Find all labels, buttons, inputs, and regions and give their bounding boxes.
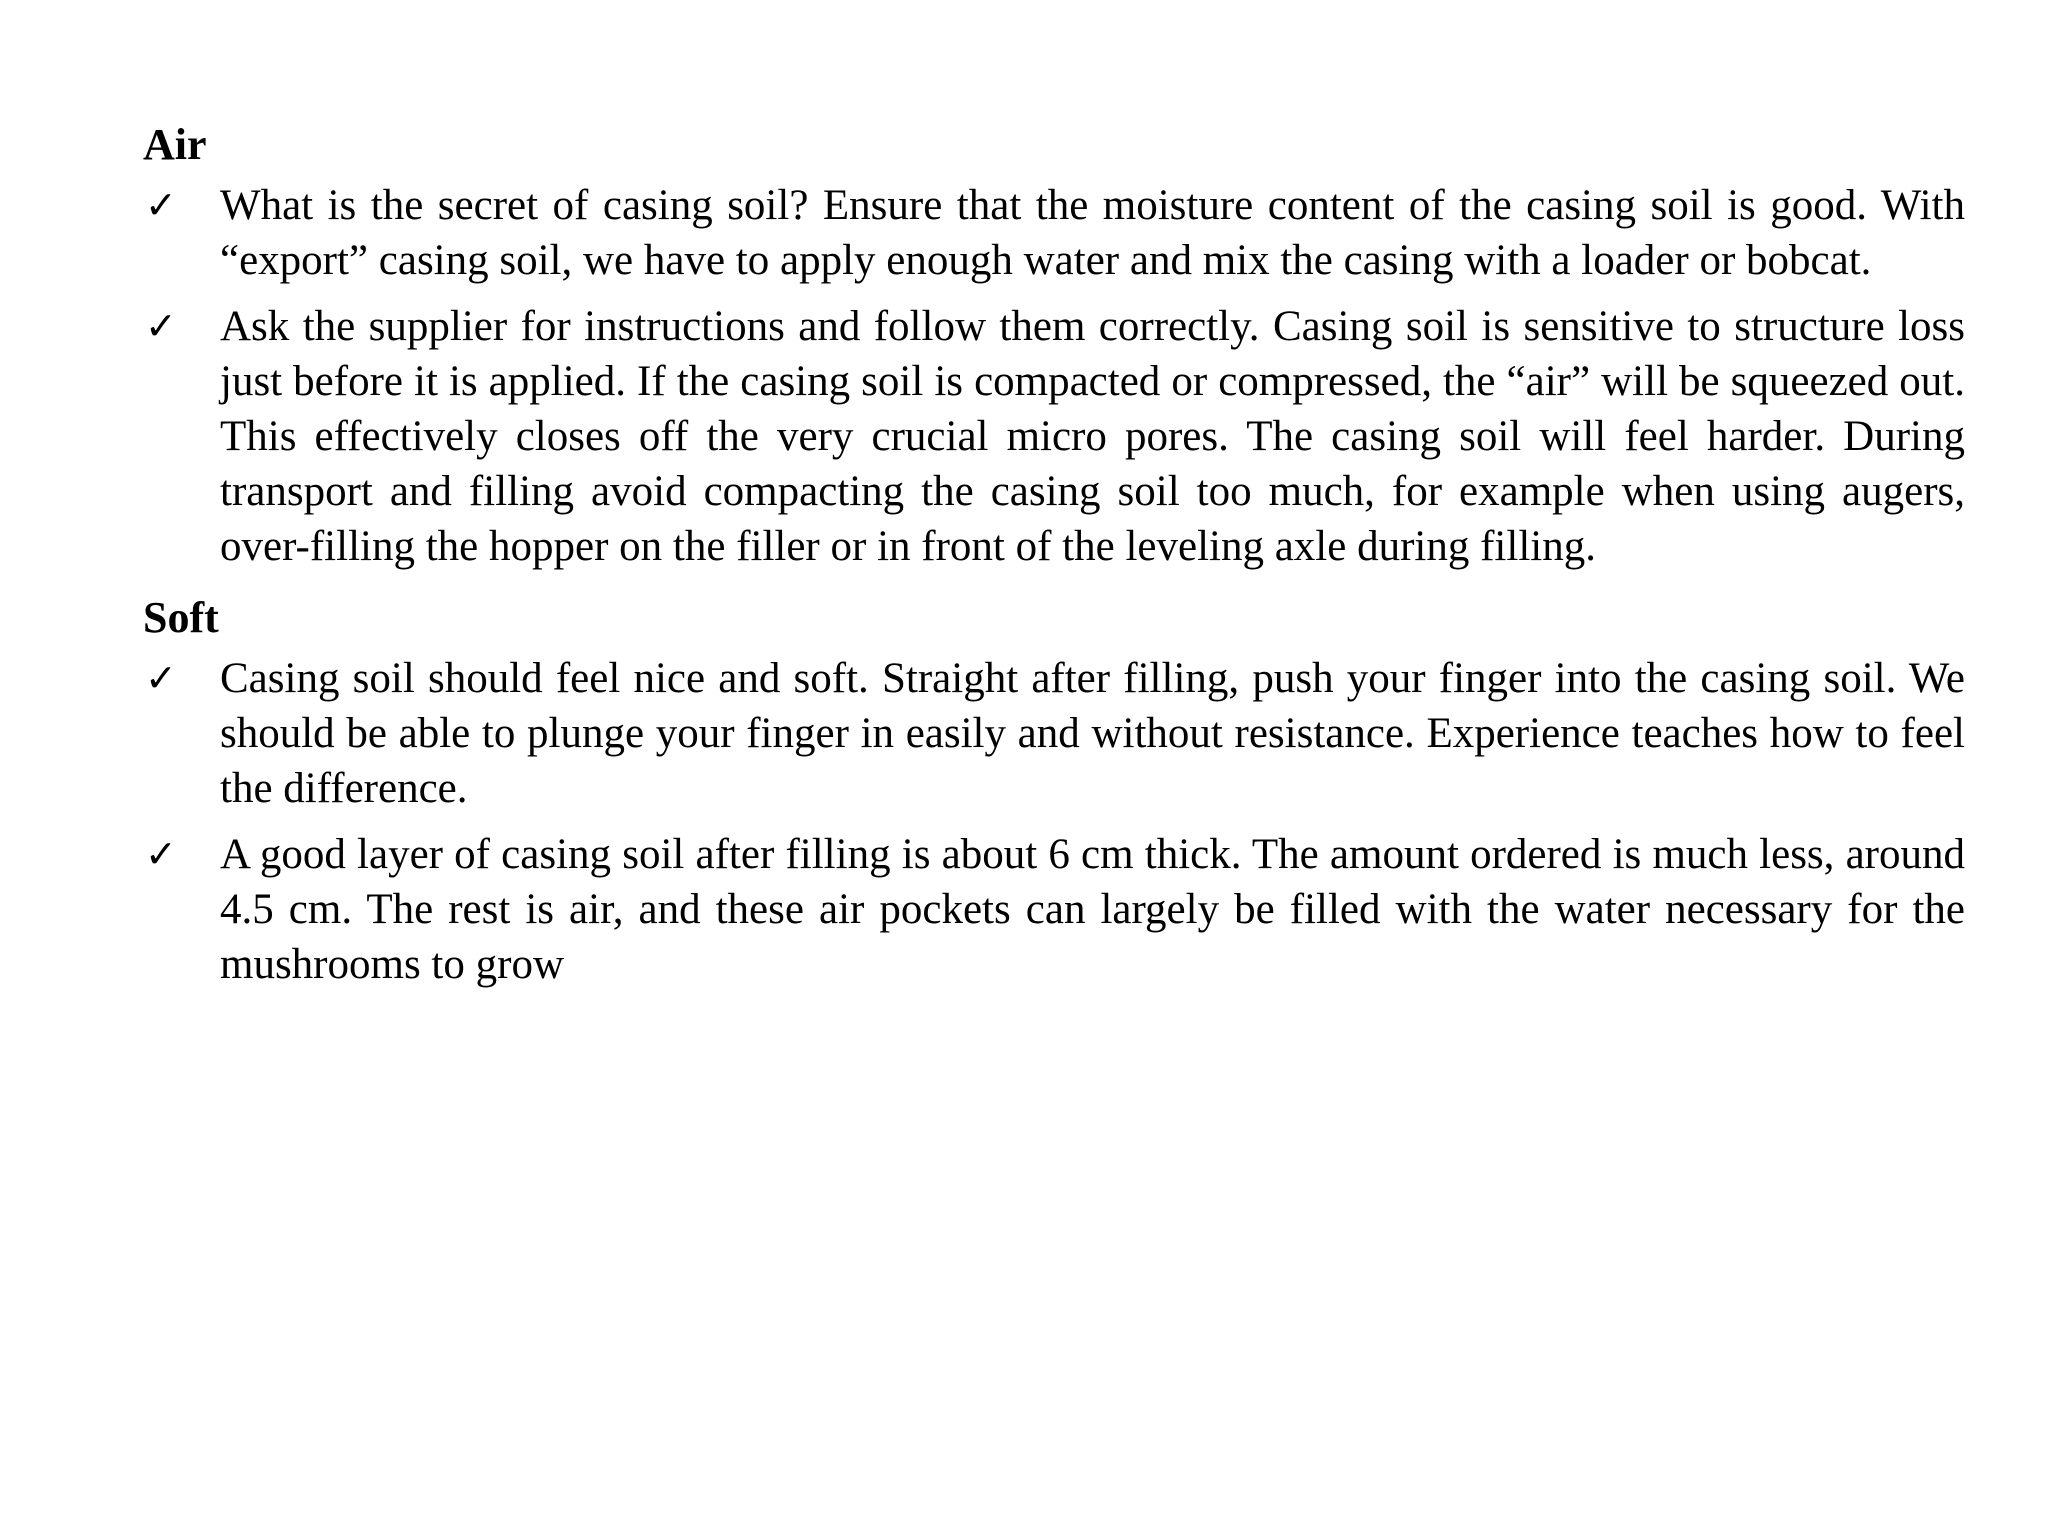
bullet-list-air (143, 178, 1965, 574)
check-icon: ✓ (145, 656, 177, 700)
bullet-list-soft (143, 651, 1965, 992)
section-heading-soft: Soft (143, 593, 219, 642)
list-item (143, 827, 1965, 992)
list-item (143, 651, 1965, 816)
bullet-text: A good layer of casing soil after filling is about 6 cm thick. The amount ordered is much less, around 4.5 cm. The rest is air, and these air pockets can largely be filled with the water necessary for the mushrooms to grow (220, 831, 1965, 988)
section-heading-air: Air (143, 120, 207, 169)
list-item (143, 178, 1965, 288)
bullet-text: What is the secret of casing soil? Ensure that the moisture content of the casing soil is good. With “export” casing soil, we have to apply enough water and mix the casing with a loader or bobcat. (220, 182, 1965, 284)
bullet-text: Ask the supplier for instructions and follow them correctly. Casing soil is sensitive to structure loss just before it is applied. If the casing soil is compacted or compressed, the “air” will be squeezed out. This effectively closes off the very crucial micro pores. The casing soil will feel harder. During transport and filling avoid compacting the casing soil too much, for example when using augers, over-filling the hopper on the filler or in front of the leveling axle during filling. (220, 303, 1965, 570)
bullet-text: Casing soil should feel nice and soft. Straight after filling, push your finger into the casing soil. We should be able to plunge your finger in easily and without resistance. Experience teaches how to feel the difference. (220, 655, 1965, 812)
list-item (143, 299, 1965, 574)
check-icon: ✓ (145, 832, 177, 876)
document-content (143, 112, 1965, 1003)
check-icon: ✓ (145, 183, 177, 227)
check-icon: ✓ (145, 304, 177, 348)
